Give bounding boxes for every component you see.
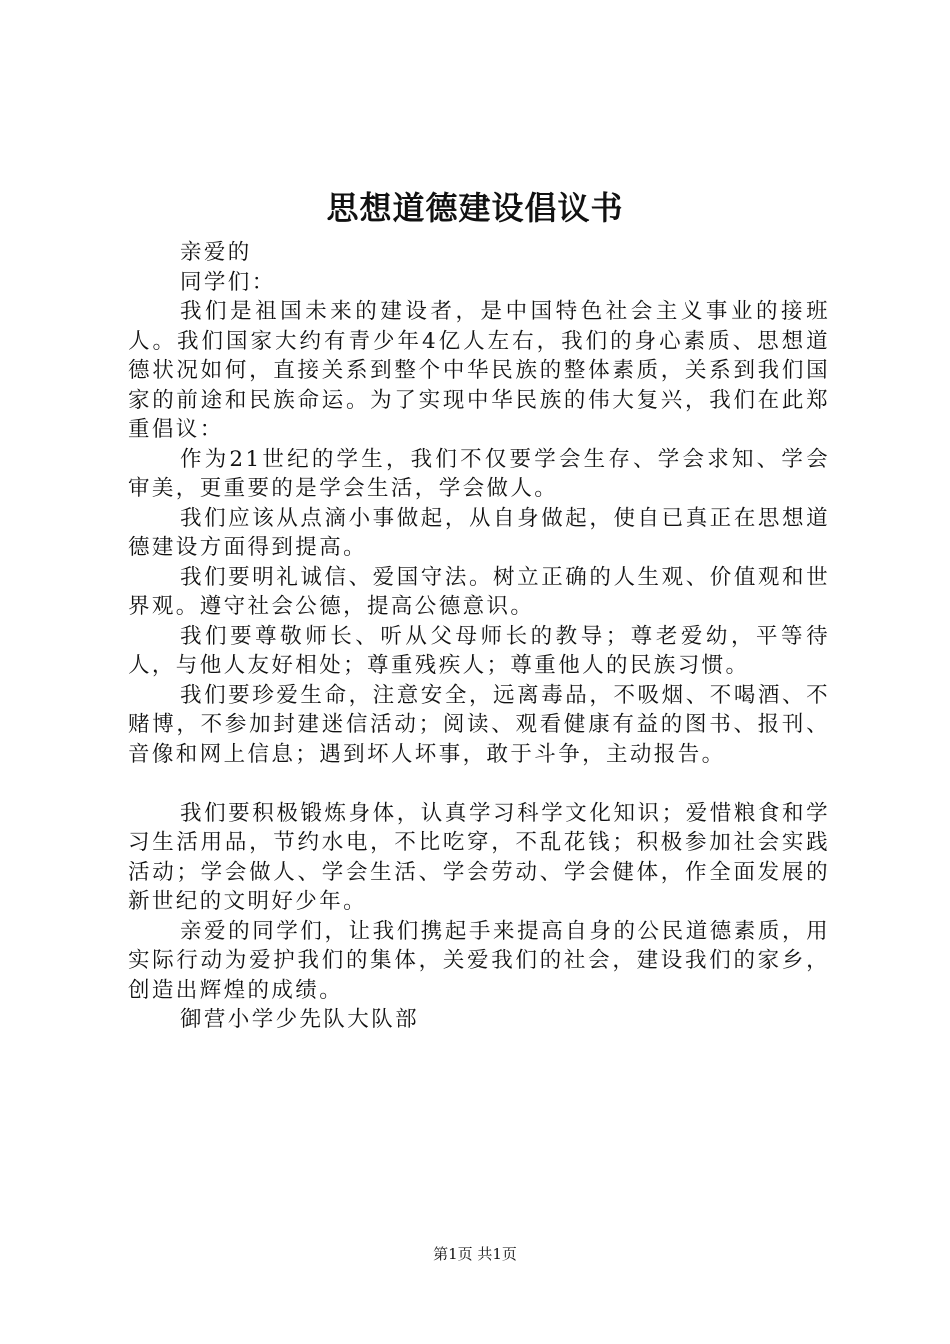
body-paragraph: 我们是祖国未来的建设者，是中国特色社会主义事业的接班人。我们国家大约有青少年4亿人左右，我们的身心素质、思想道德状况如何，直接关系到整个中华民族的整体素质，关系到我们国家的前途和民族命运。为了实现中华民族的伟大复兴，我们在此郑重倡议： <box>128 299 830 442</box>
body-paragraph: 我们应该从点滴小事做起，从自身做起，使自已真正在思想道德建设方面得到提高。 <box>128 505 830 560</box>
body-paragraph: 亲爱的同学们，让我们携起手来提高自身的公民道德素质，用实际行动为爱护我们的集体，关爱我们的社会，建设我们的家乡，创造出辉煌的成绩。 <box>128 918 830 1003</box>
signature: 御营小学少先队大队部 <box>180 1007 420 1032</box>
greeting-line: 亲爱的 <box>180 240 252 265</box>
body-paragraph: 我们要积极锻炼身体，认真学习科学文化知识；爱惜粮食和学习生活用品，节约水电，不比吃穿，不乱花钱；积极参加社会实践活动；学会做人、学会生活、学会劳动、学会健体，作全面发展的新世纪的文明好少年。 <box>128 800 830 914</box>
greeting-line: 同学们： <box>180 269 276 295</box>
body-paragraph: 我们要尊敬师长、听从父母师长的教导；尊老爱幼，平等待人，与他人友好相处；尊重残疾人；尊重他人的民族习惯。 <box>128 623 830 678</box>
body-paragraph: 作为21世纪的学生，我们不仅要学会生存、学会求知、学会审美，更重要的是学会生活，学会做人。 <box>128 446 830 501</box>
document-title: 思想道德建设倡议书 <box>326 189 624 227</box>
body-paragraph: 我们要珍爱生命，注意安全，远离毒品，不吸烟、不喝酒、不赌博，不参加封建迷信活动；阅读、观看健康有益的图书、报刊、音像和网上信息；遇到坏人坏事，敢于斗争，主动报告。 <box>128 682 830 767</box>
body-paragraph: 我们要明礼诚信、爱国守法。树立正确的人生观、价值观和世界观。遵守社会公德，提高公德意识。 <box>128 564 830 619</box>
document-body <box>128 238 830 1035</box>
page-footer: 第1页 共1页 <box>433 1245 517 1263</box>
paragraph-spacer <box>128 769 830 799</box>
